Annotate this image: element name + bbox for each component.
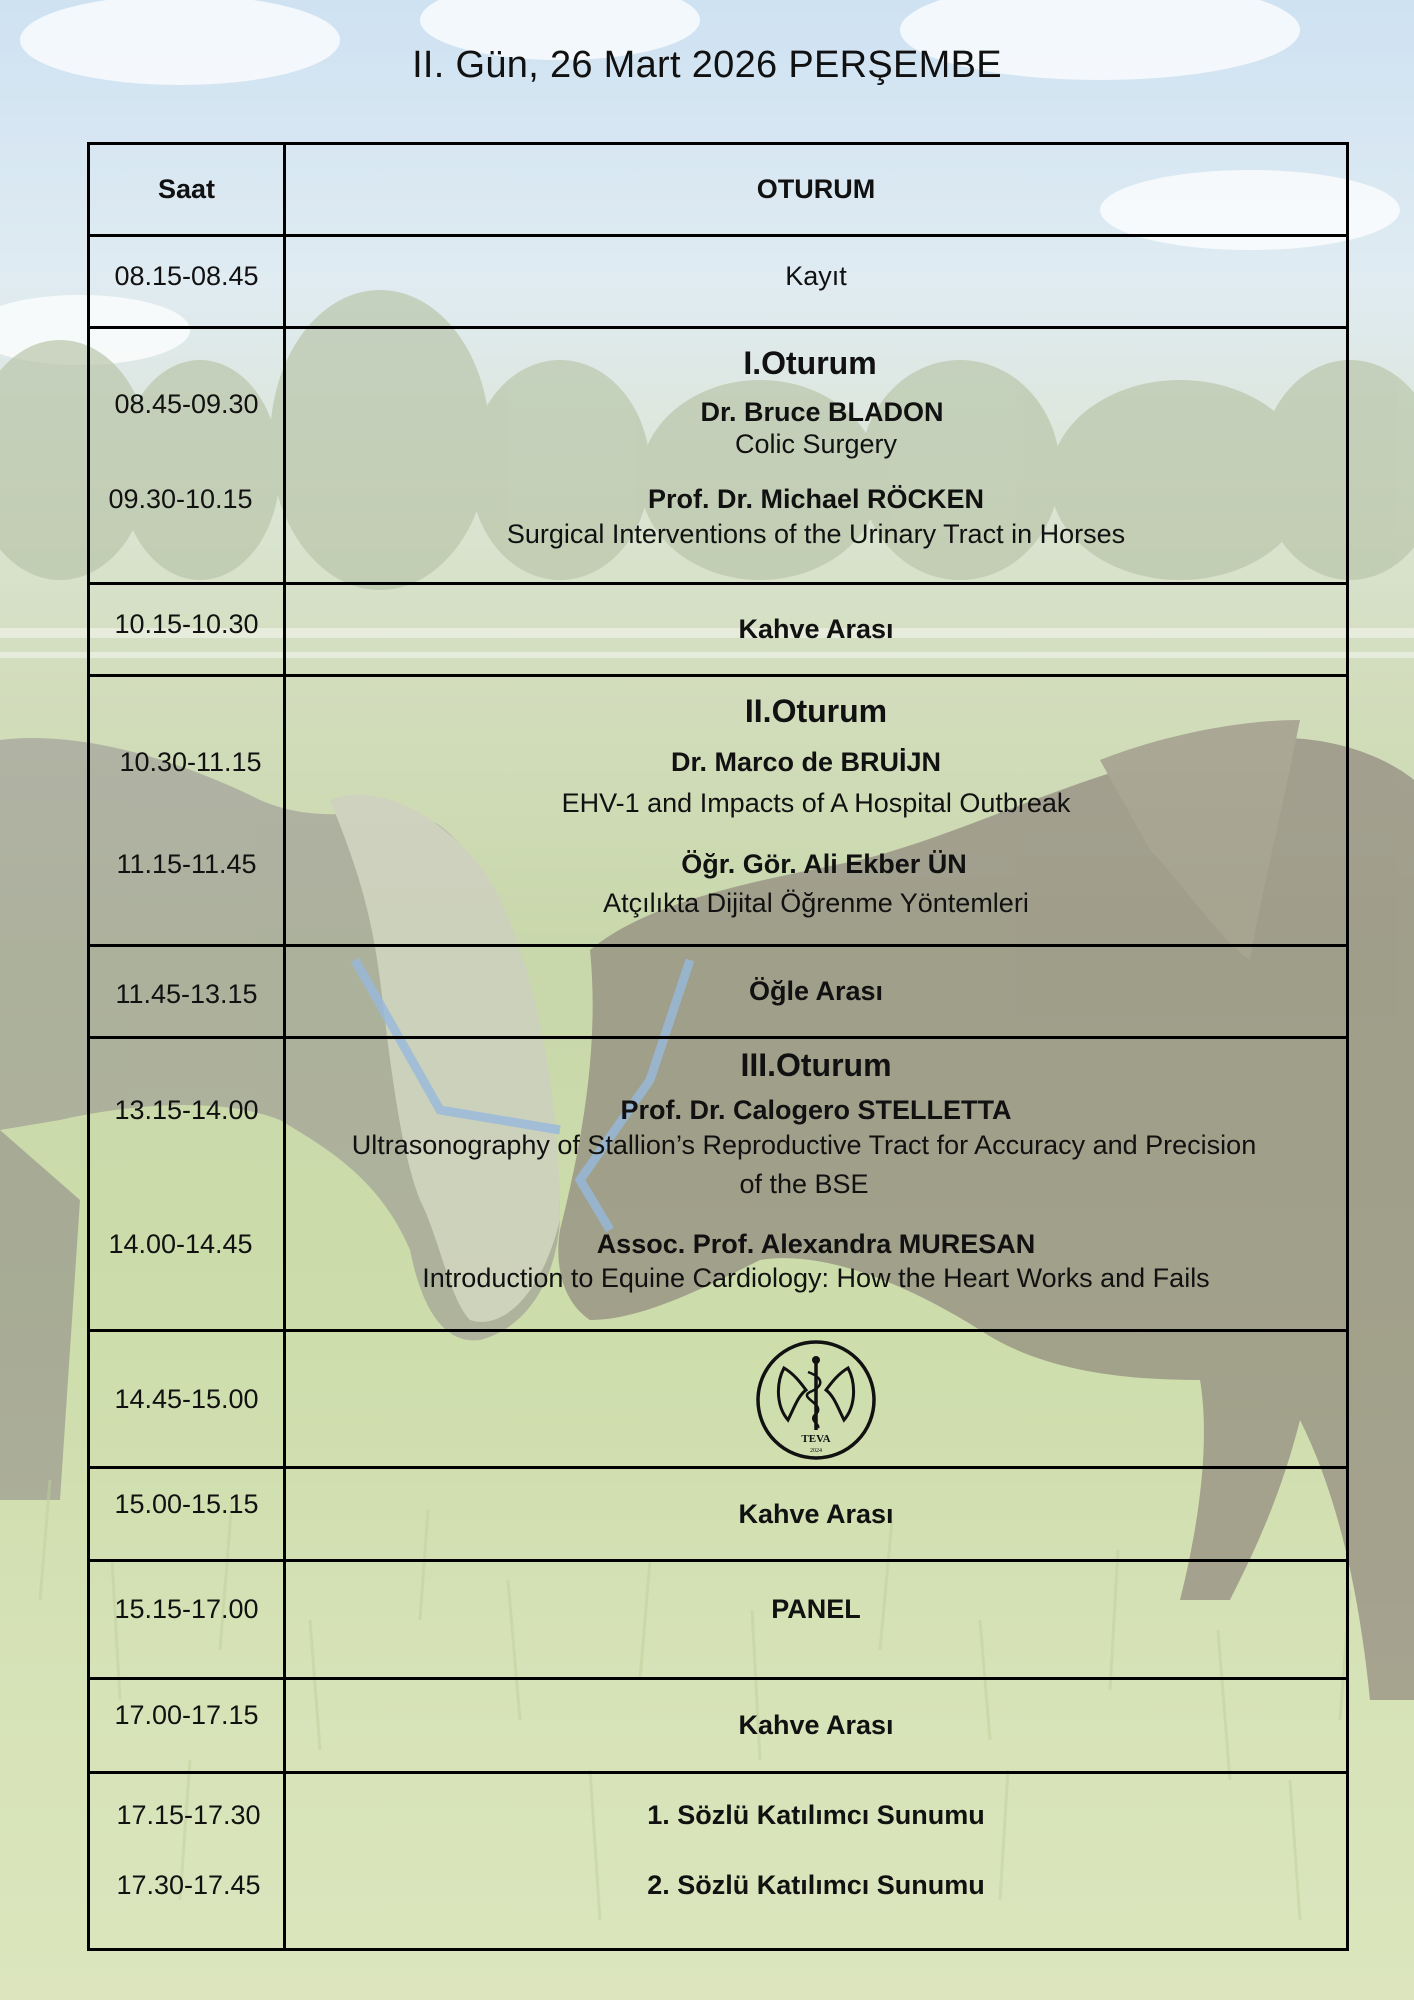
- speaker-name: Dr. Marco de BRUİJN: [670, 747, 942, 777]
- table-row: [89, 1331, 1348, 1468]
- talk-time: 09.30-10.15: [108, 484, 253, 514]
- table-row: [89, 1468, 1348, 1561]
- oral-presentation-label: 2. Sözlü Katılımcı Sunumu: [647, 1870, 985, 1900]
- oral-presentation-time: 17.30-17.45: [116, 1870, 261, 1900]
- time-cell: [89, 1773, 285, 1950]
- header-time: Saat: [89, 144, 285, 236]
- time-cell: [89, 1561, 285, 1679]
- talk-topic: EHV-1 and Impacts of A Hospital Outbreak: [561, 788, 1071, 818]
- talk-topic: Colic Surgery: [734, 429, 898, 459]
- time-cell: [89, 676, 285, 946]
- speaker-name: Dr. Bruce BLADON: [700, 397, 944, 427]
- time-cell: [89, 328, 285, 584]
- time-cell: [89, 1468, 285, 1561]
- oral-presentation-time: 17.15-17.30: [116, 1800, 261, 1830]
- session-cell: [285, 676, 1348, 946]
- logo-year: 2024: [810, 1448, 822, 1454]
- time-cell: [89, 236, 285, 328]
- time-cell: [89, 1038, 285, 1331]
- time-cell: [89, 1331, 285, 1468]
- speaker-name: Prof. Dr. Calogero STELLETTA: [620, 1095, 1012, 1125]
- session-heading: II.Oturum: [744, 693, 888, 729]
- lunch-break-label: Öğle Arası: [748, 976, 884, 1006]
- coffee-break-label: Kahve Arası: [738, 1499, 894, 1529]
- talk-topic: Ultrasonography of Stallion’s Reproductive Tract for Accuracy and Precision: [351, 1130, 1257, 1160]
- talk-time: 13.15-14.00: [114, 1095, 259, 1125]
- table-row: [89, 676, 1348, 946]
- talk-topic-continued: of the BSE: [739, 1169, 869, 1199]
- logo-text: TEVA: [801, 1433, 831, 1445]
- talk-time: 10.30-11.15: [119, 747, 262, 777]
- table-row: [89, 328, 1348, 584]
- sponsor-slot-time: 14.45-15.00: [114, 1384, 259, 1414]
- talk-time: 08.45-09.30: [114, 389, 259, 419]
- panel-label: PANEL: [771, 1594, 861, 1624]
- time-cell: [89, 946, 285, 1038]
- speaker-name: Prof. Dr. Michael RÖCKEN: [647, 484, 985, 514]
- schedule-table: [87, 142, 1349, 1951]
- break-time: 15.00-15.15: [114, 1489, 259, 1519]
- teva-logo-icon: [754, 1338, 878, 1462]
- session-cell: [285, 1561, 1348, 1679]
- talk-topic: Surgical Interventions of the Urinary Tract in Horses: [506, 519, 1126, 549]
- talk-topic: Atçılıkta Dijital Öğrenme Yöntemleri: [603, 888, 1029, 918]
- session-cell: [285, 946, 1348, 1038]
- session-cell: [285, 236, 1348, 328]
- speaker-name: Assoc. Prof. Alexandra MURESAN: [596, 1229, 1036, 1259]
- time-cell: [89, 584, 285, 676]
- session-cell: [285, 1331, 1348, 1468]
- oral-presentation-label: 1. Sözlü Katılımcı Sunumu: [647, 1800, 985, 1830]
- session-heading: I.Oturum: [743, 345, 877, 381]
- table-header-row: [89, 144, 1348, 236]
- table-row: [89, 1038, 1348, 1331]
- break-time: 17.00-17.15: [114, 1700, 259, 1730]
- time-cell: [89, 1679, 285, 1773]
- panel-time: 15.15-17.00: [114, 1594, 259, 1624]
- table-row: [89, 236, 1348, 328]
- table-row: [89, 1773, 1348, 1950]
- table-row: [89, 1561, 1348, 1679]
- table-row: [89, 584, 1348, 676]
- header-session: OTURUM: [285, 144, 1348, 236]
- registration-label: Kayıt: [785, 261, 847, 291]
- session-cell: [285, 1468, 1348, 1561]
- session-heading: III.Oturum: [740, 1047, 892, 1083]
- talk-time: 11.15-11.45: [116, 849, 257, 879]
- registration-time: 08.15-08.45: [114, 261, 259, 291]
- session-cell: [285, 1773, 1348, 1950]
- table-row: [89, 1679, 1348, 1773]
- table-row: [89, 946, 1348, 1038]
- lunch-time: 11.45-13.15: [115, 979, 258, 1009]
- session-cell: [285, 1679, 1348, 1773]
- session-cell: [285, 584, 1348, 676]
- page-title: II. Gün, 26 Mart 2026 PERŞEMBE: [412, 44, 1002, 86]
- talk-topic: Introduction to Equine Cardiology: How the Heart Works and Fails: [422, 1263, 1210, 1293]
- coffee-break-label: Kahve Arası: [738, 1710, 894, 1740]
- session-cell: [285, 1038, 1348, 1331]
- coffee-break-label: Kahve Arası: [738, 614, 894, 644]
- session-cell: [285, 328, 1348, 584]
- speaker-name: Öğr. Gör. Ali Ekber ÜN: [681, 849, 967, 879]
- break-time: 10.15-10.30: [114, 609, 259, 639]
- talk-time: 14.00-14.45: [108, 1229, 253, 1259]
